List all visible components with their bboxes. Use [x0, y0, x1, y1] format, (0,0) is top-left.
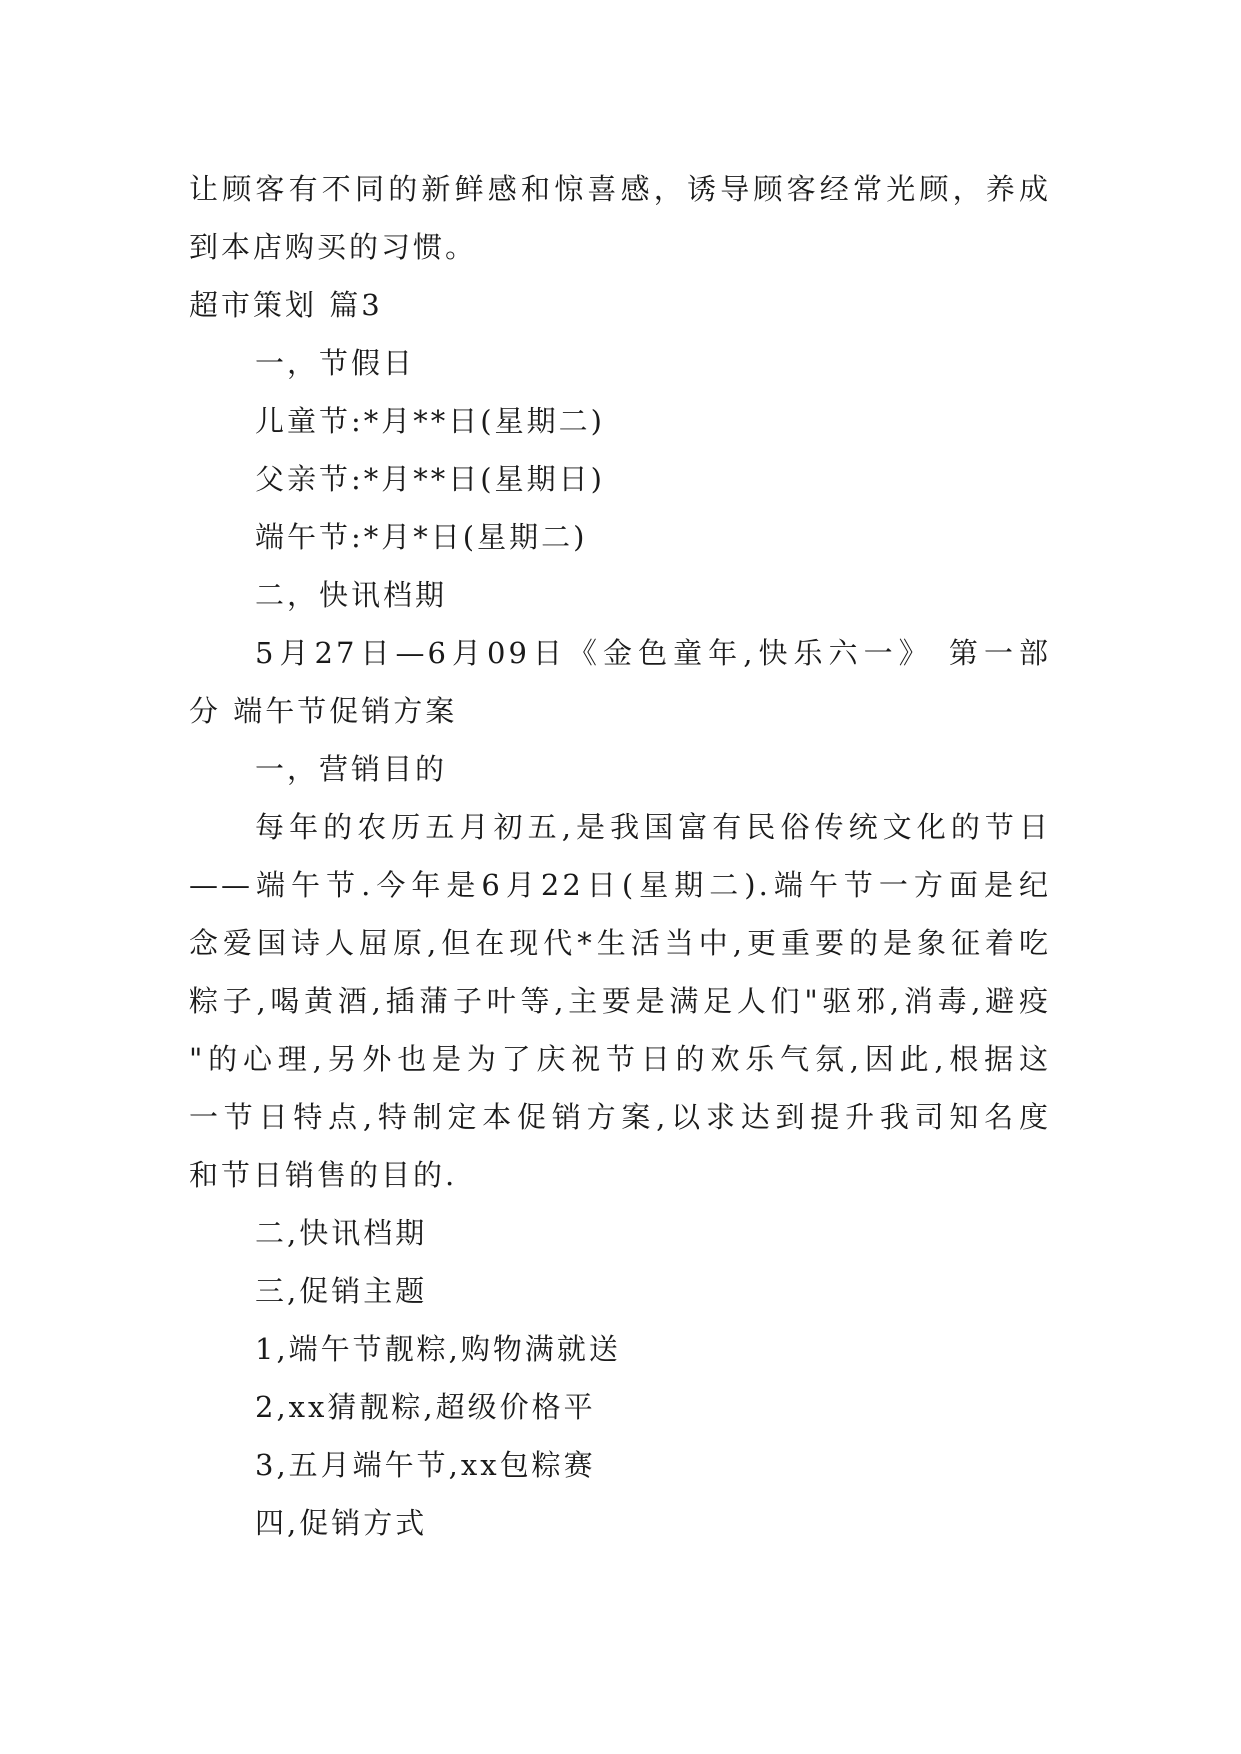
document-page — [189, 160, 1051, 1552]
heading-holidays: 一，节假日 — [255, 346, 416, 380]
heading-flyer-period: 二，快讯档期 — [255, 578, 448, 612]
paragraph-line: 和节日销售的目的. — [189, 1158, 458, 1192]
paragraph-line: 每年的农历五月初五,是我国富有民俗传统文化的节日 — [255, 810, 1051, 844]
paragraph-line: 5月27日—6月09日《金色童年,快乐六一》 第一部 — [255, 636, 1051, 670]
paragraph-line: 到本店购买的习惯。 — [189, 230, 478, 264]
list-item: 2,xx猜靓粽,超级价格平 — [255, 1390, 596, 1424]
list-item: 3,五月端午节,xx包粽赛 — [255, 1448, 596, 1482]
paragraph-line: 一节日特点,特制定本促销方案,以求达到提升我司知名度 — [189, 1100, 1051, 1134]
paragraph-line: 念爱国诗人屈原,但在现代*生活当中,更重要的是象征着吃 — [189, 926, 1051, 960]
heading-promo-method: 四,促销方式 — [255, 1506, 428, 1540]
paragraph-line: 分 端午节促销方案 — [189, 694, 458, 728]
heading-flyer-period-2: 二,快讯档期 — [255, 1216, 428, 1250]
paragraph-line: 粽子,喝黄酒,插蒲子叶等,主要是满足人们"驱邪,消毒,避疫 — [189, 984, 1051, 1018]
holiday-fathers-day: 父亲节:*月**日(星期日) — [255, 462, 605, 496]
heading-promo-theme: 三,促销主题 — [255, 1274, 428, 1308]
paragraph-line: 让顾客有不同的新鲜感和惊喜感，诱导顾客经常光顾，养成 — [189, 172, 1051, 206]
paragraph-line: "的心理,另外也是为了庆祝节日的欢乐气氛,因此,根据这 — [189, 1042, 1051, 1076]
holiday-dragon-boat: 端午节:*月*日(星期二) — [255, 520, 588, 554]
holiday-childrens-day: 儿童节:*月**日(星期二) — [255, 404, 605, 438]
heading-marketing-goal: 一，营销目的 — [255, 752, 448, 786]
section-title: 超市策划 篇3 — [189, 288, 383, 322]
list-item: 1,端午节靓粽,购物满就送 — [255, 1332, 621, 1366]
paragraph-line: ——端午节.今年是6月22日(星期二).端午节一方面是纪 — [189, 868, 1051, 902]
